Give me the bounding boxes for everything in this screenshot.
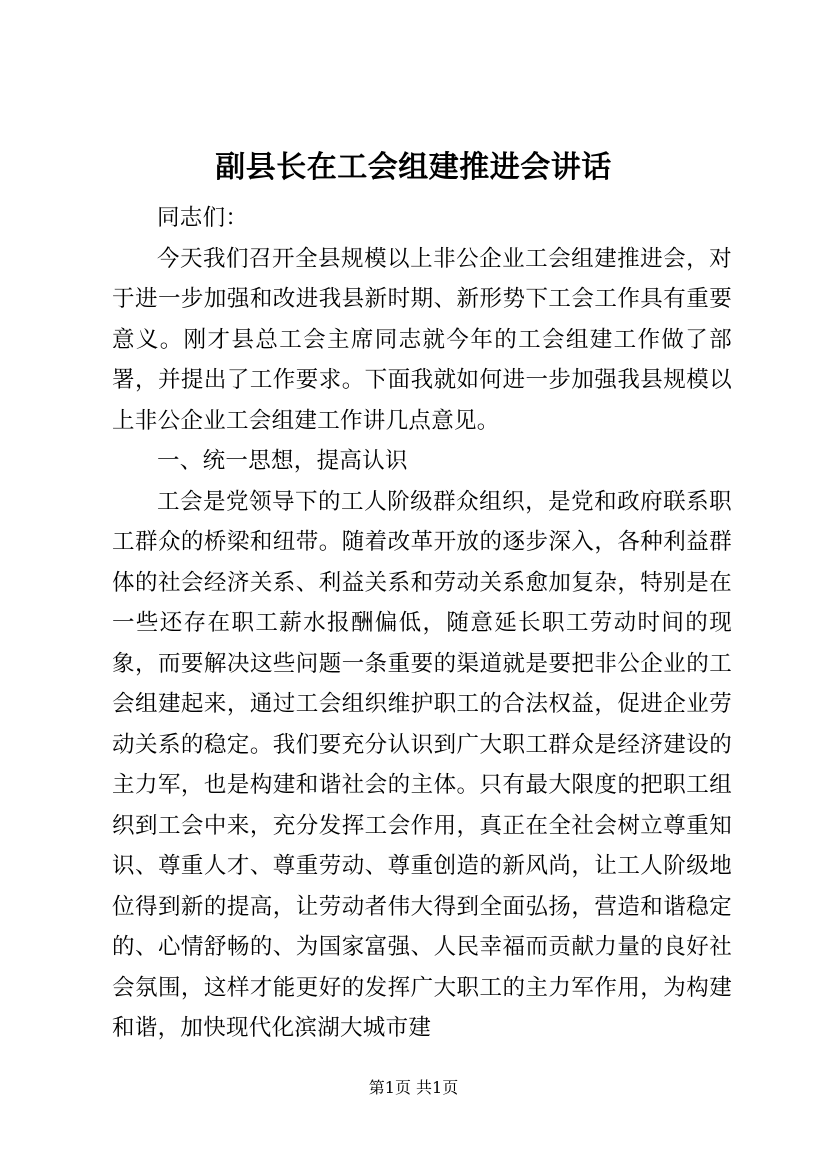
salutation-paragraph: 同志们：	[157, 205, 249, 231]
body-paragraph: 工会是党领导下的工人阶级群众组织，是党和政府联系职工群众的桥梁和纽带。随着改革开放的逐步深入，各种利益群体的社会经济关系、利益关系和劳动关系愈加复杂，特别是在一些还存在职工薪水报酬偏低，随意延长职工劳动时间的现象，而要解决这些问题一条重要的渠道就是要把非公企业的工会组建起来，通过工会组织维护职工的合法权益，促进企业劳动关系的稳定。我们要充分认识到广大职工群众是经济建设的主力军，也是构建和谐社会的主体。只有最大限度的把职工组织到工会中来，充分发挥工会作用，真正在全社会树立尊重知识、尊重人才、尊重劳动、尊重创造的新风尚，让工人阶级地位得到新的提高，让劳动者伟大得到全面弘扬，营造和谐稳定的、心情舒畅的、为国家富强、人民幸福而贡献力量的良好社会氛围，这样才能更好的发挥广大职工的主力军作用，为构建和谐，加快现代化滨湖大城市建	[112, 488, 732, 1041]
intro-paragraph: 今天我们召开全县规模以上非公企业工会组建推进会，对于进一步加强和改进我县新时期、新形势下工会工作具有重要意义。刚才县总工会主席同志就今年的工会组建工作做了部署，并提出了工作要求。下面我就如何进一步加强我县规模以上非公企业工会组建工作讲几点意见。	[112, 245, 732, 434]
page-number-footer: 第1页 共1页	[368, 1078, 459, 1097]
document-body	[112, 198, 732, 1049]
section-heading: 一、统一思想，提高认识	[157, 448, 408, 474]
document-title: 副县长在工会组建推进会讲话	[215, 150, 612, 185]
